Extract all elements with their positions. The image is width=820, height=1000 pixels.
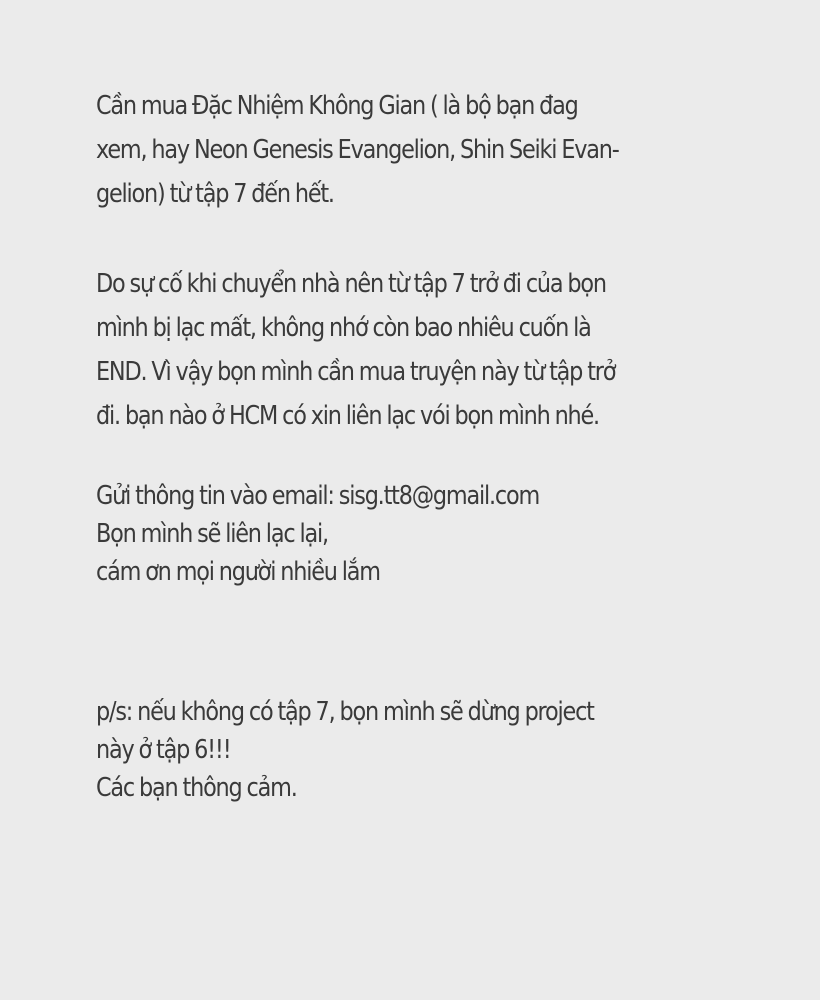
text-line: Bọn mình sẽ liên lạc lại, — [96, 519, 328, 549]
text-line: này ở tập 6!!! — [96, 735, 231, 765]
text-line: cám ơn mọi người nhiều lắm — [96, 557, 380, 587]
email-line: Gửi thông tin vào email: sisg.tt8@gmail.com — [96, 481, 540, 511]
text-line: gelion) từ tập 7 đến hết. — [96, 179, 334, 209]
contact-paragraph — [96, 477, 539, 591]
request-paragraph — [96, 84, 619, 216]
text-line: xem, hay Neon Genesis Evangelion, Shin Seiki Evan- — [96, 135, 619, 165]
text-line: mình bị lạc mất, không nhớ còn bao nhiêu cuốn là — [96, 313, 591, 343]
text-line: Do sự cố khi chuyển nhà nên từ tập 7 trở đi của bọn — [96, 269, 606, 299]
text-line: Cần mua Đặc Nhiệm Không Gian ( là bộ bạn đag — [96, 91, 578, 121]
text-line: END. Vì vậy bọn mình cần mua truyện này từ tập trở — [96, 357, 616, 387]
reason-paragraph — [96, 262, 615, 438]
ps-paragraph — [96, 693, 594, 807]
text-line: đi. bạn nào ở HCM có xin liên lạc vói bọn mình nhé. — [96, 401, 599, 431]
text-line: Các bạn thông cảm. — [96, 773, 297, 803]
text-line: p/s: nếu không có tập 7, bọn mình sẽ dừng project — [96, 697, 594, 727]
